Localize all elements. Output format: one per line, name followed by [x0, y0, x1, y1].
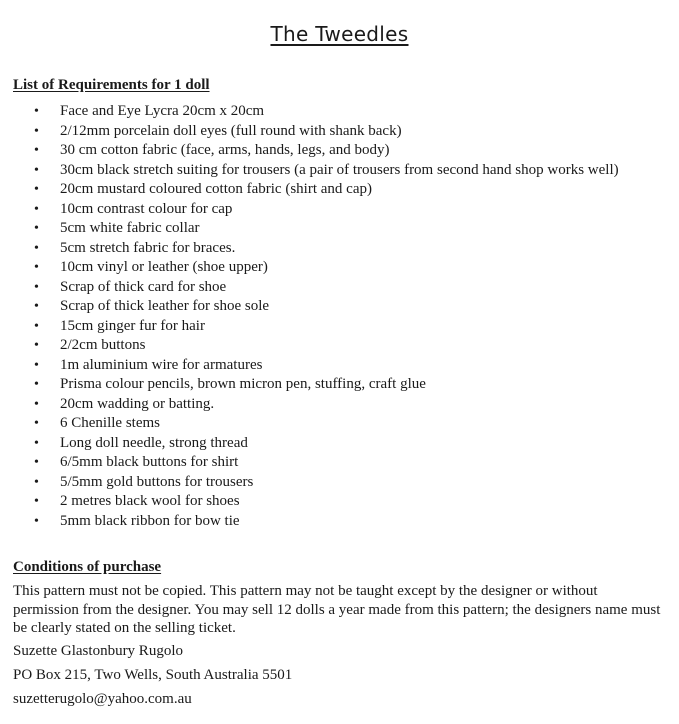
requirement-item: • 20cm mustard coloured cotton fabric (shirt and cap) — [0, 180, 679, 200]
requirement-item: • Scrap of thick card for shoe — [0, 278, 679, 298]
requirement-item: • 30cm black stretch suiting for trousers (a pair of trousers from second hand shop works well) — [0, 161, 679, 181]
requirements-list — [0, 102, 679, 531]
designer-name: Suzette Glastonbury Rugolo — [13, 643, 183, 659]
designer-address: PO Box 215, Two Wells, South Australia 5501 — [13, 667, 293, 683]
requirement-item: • 20cm wadding or batting. — [0, 395, 679, 415]
requirement-item: • 2 metres black wool for shoes — [0, 492, 679, 512]
requirement-item: • 5cm white fabric collar — [0, 219, 679, 239]
requirement-item: • 2/2cm buttons — [0, 336, 679, 356]
designer-email: suzetterugolo@yahoo.com.au — [13, 691, 192, 707]
requirement-item: • 5/5mm gold buttons for trousers — [0, 473, 679, 493]
conditions-heading: Conditions of purchase — [13, 559, 162, 575]
requirement-item: • 10cm vinyl or leather (shoe upper) — [0, 258, 679, 278]
requirement-item: • 1m aluminium wire for armatures — [0, 356, 679, 376]
requirement-item: • 10cm contrast colour for cap — [0, 200, 679, 220]
requirement-item: • 6 Chenille stems — [0, 414, 679, 434]
requirement-item: • Long doll needle, strong thread — [0, 434, 679, 454]
requirement-item: • 5cm stretch fabric for braces. — [0, 239, 679, 259]
requirements-heading: List of Requirements for 1 doll — [13, 77, 210, 93]
requirement-item: • 15cm ginger fur for hair — [0, 317, 679, 337]
requirement-item: • Scrap of thick leather for shoe sole — [0, 297, 679, 317]
requirement-item: • 6/5mm black buttons for shirt — [0, 453, 679, 473]
requirement-item: • Face and Eye Lycra 20cm x 20cm — [0, 102, 679, 122]
document-title — [0, 22, 679, 46]
requirement-item: • Prisma colour pencils, brown micron pen, stuffing, craft glue — [0, 375, 679, 395]
conditions-text: This pattern must not be copied. This pattern may not be taught except by the designer or without permission from the designer. You may sell 12 dolls a year made from this pattern; the designers name must be clearly stated on the selling ticket. — [13, 583, 661, 636]
requirement-item: • 5mm black ribbon for bow tie — [0, 512, 679, 532]
requirement-item: • 30 cm cotton fabric (face, arms, hands, legs, and body) — [0, 141, 679, 161]
requirement-item: • 2/12mm porcelain doll eyes (full round with shank back) — [0, 122, 679, 142]
document-title-text: The Tweedles — [270, 22, 409, 46]
